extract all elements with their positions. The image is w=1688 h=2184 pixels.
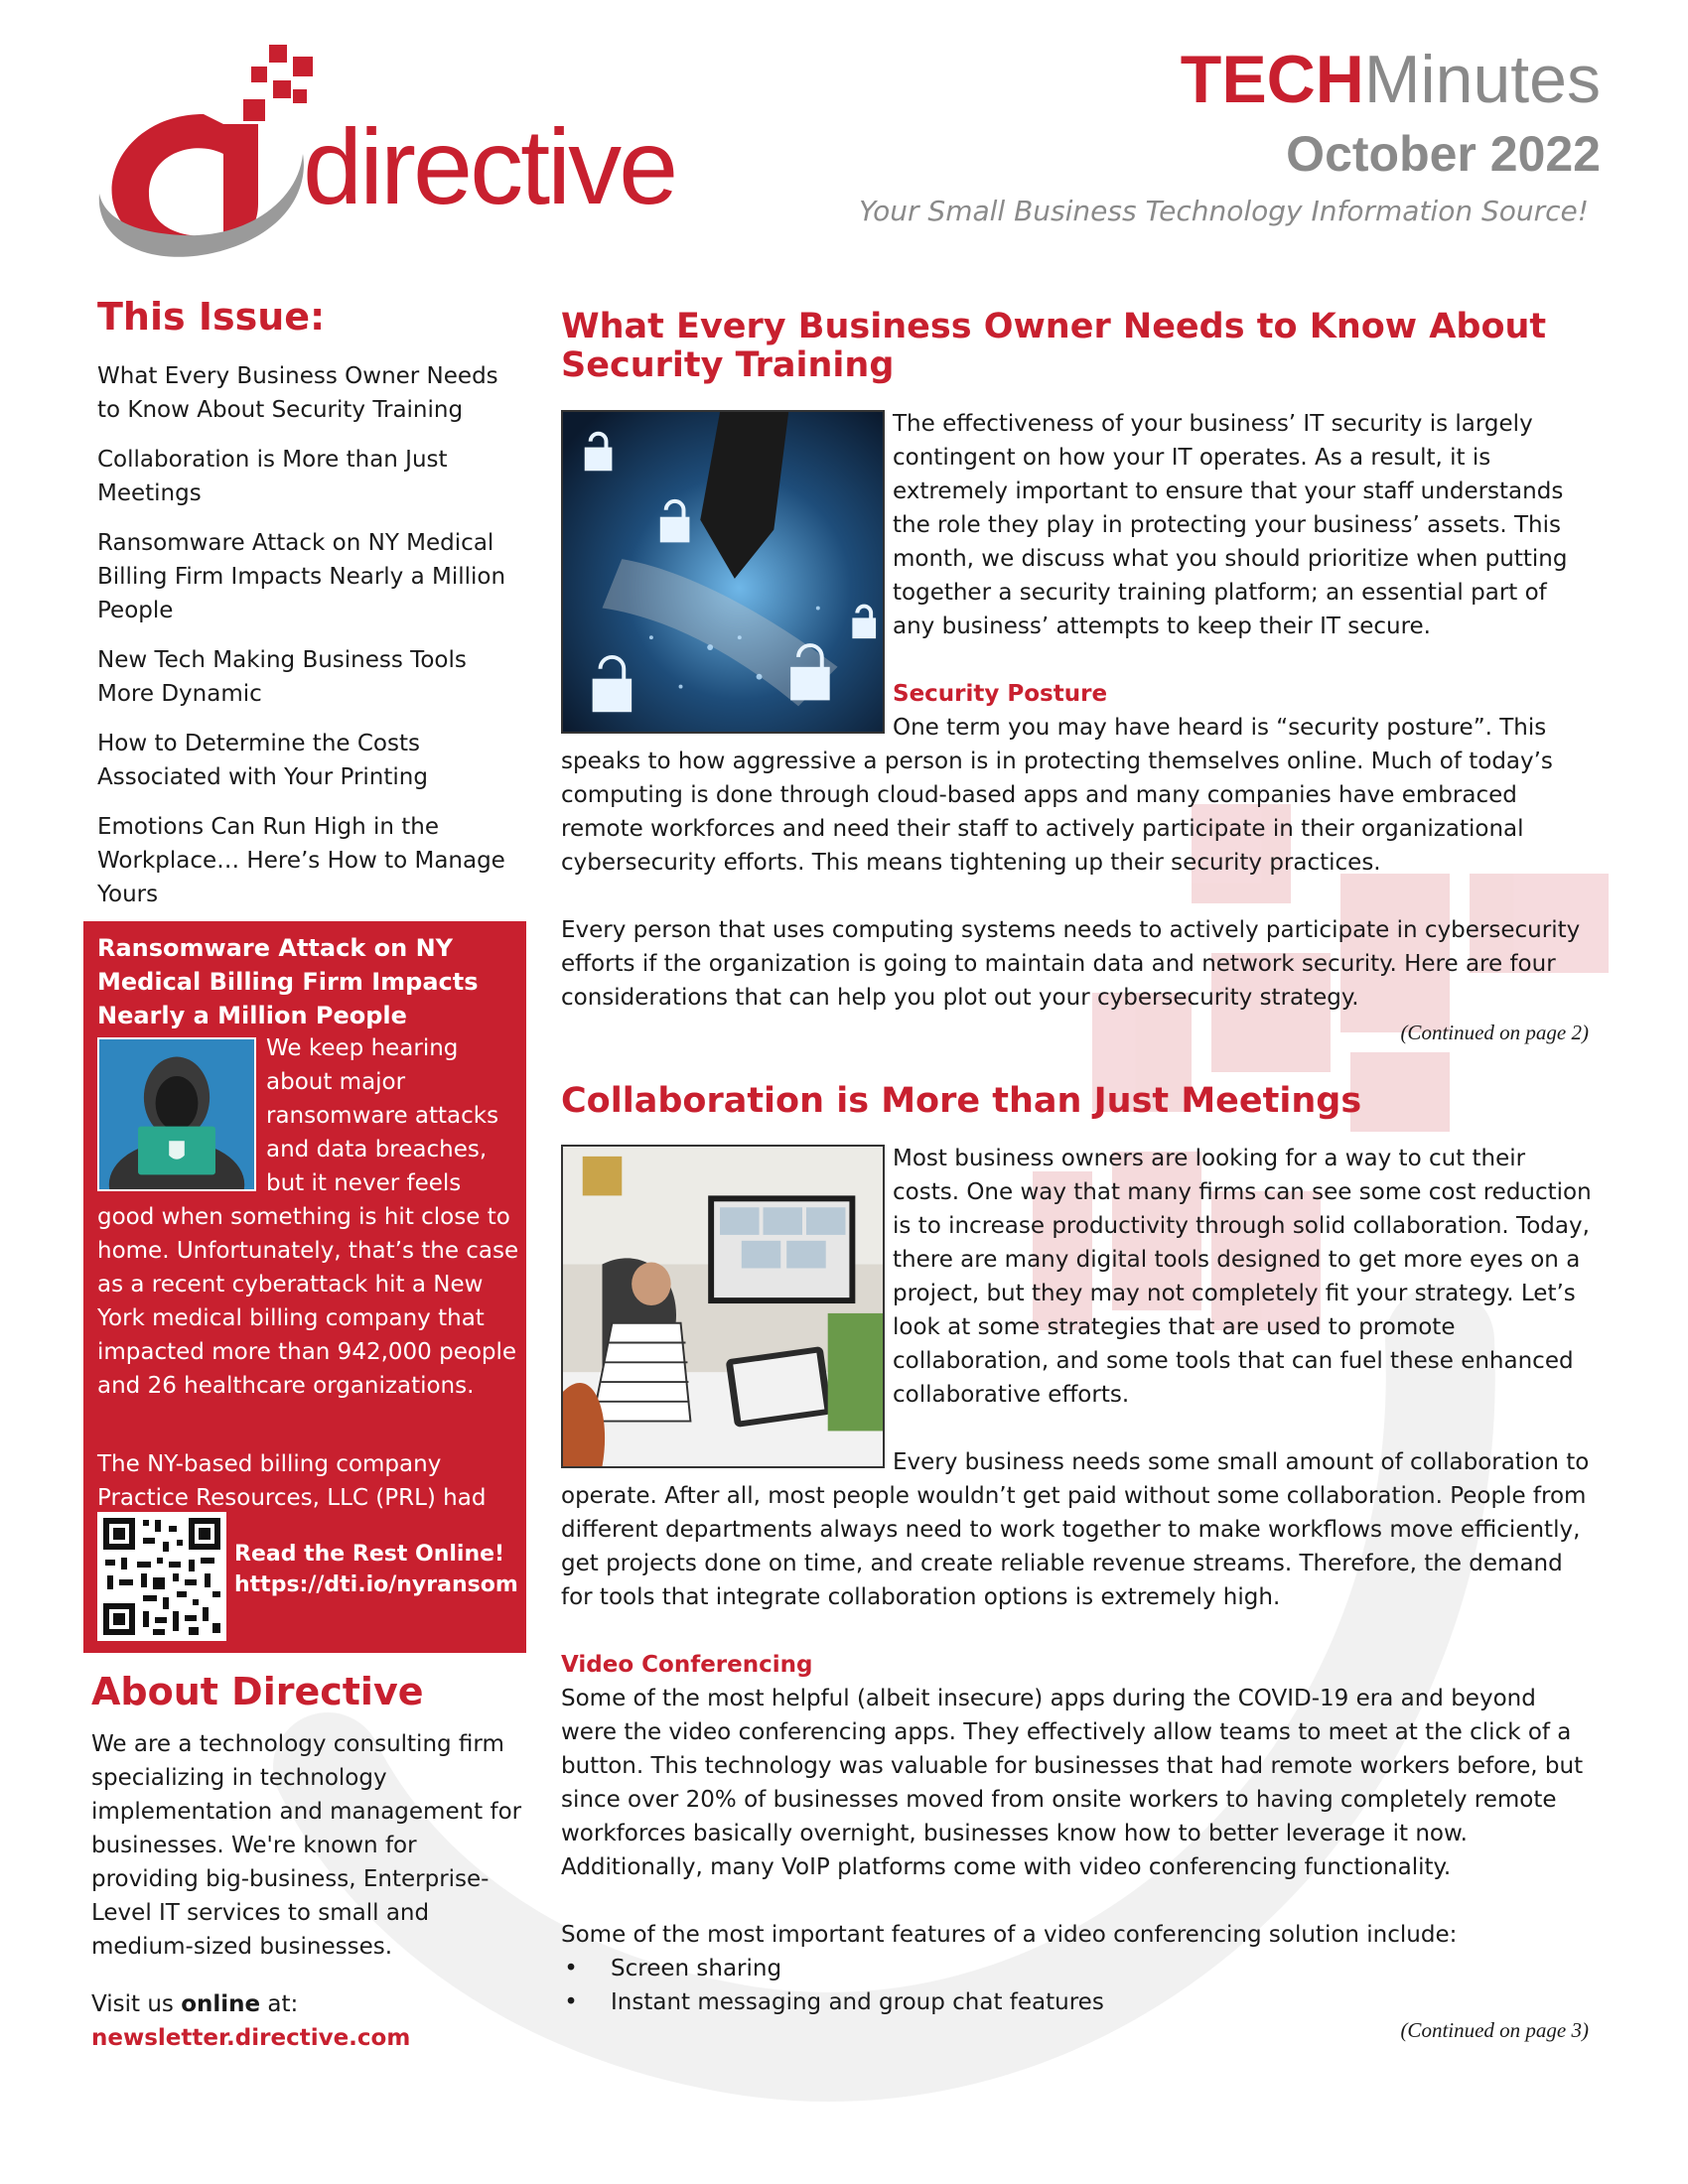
article-1-subhead: Security Posture — [893, 681, 1108, 707]
article-2-paragraph-2: Every business needs some small amount of collaboration to operate. After all, most people wouldn’t get paid without some collaboration. People from different departments always need to work together to make workflows move efficiently, get projects done on time, and create reliable revenue streams. Therefore, the demand for tools that integrate collaboration options is extremely high. — [561, 1449, 1590, 1610]
visit-suffix: at: — [260, 1991, 299, 2017]
video-meeting-photo — [561, 1145, 885, 1468]
this-issue-heading: This Issue: — [97, 295, 326, 339]
qr-code-icon[interactable] — [97, 1512, 226, 1641]
article-2-paragraph-4: Some of the most important features of a video conferencing solution include: — [561, 1922, 1458, 1948]
read-online-label: Read the Rest Online! — [234, 1542, 505, 1567]
visit-prefix: Visit us — [91, 1991, 182, 2017]
visit-text — [91, 1987, 528, 2021]
article-2-paragraph-3: Some of the most helpful (albeit insecure) apps during the COVID-19 era and beyond were the video conferencing apps. They effectively allow teams to meet at the click of a button. This technology was valuable for businesses that had remote workers before, but since over 20% of businesses moved from onsite workers to having completely remote workforces basically overnight, businesses know how to better leverage it now. Additionally, many VoIP platforms come with video conferencing functionality. — [561, 1686, 1584, 1880]
article-1-body — [561, 407, 1594, 1015]
article-2-paragraph-1: Most business owners are looking for a way to cut their costs. One way that many firms can see some cost reduction is to increase productivity through solid collaboration. Today, there are many digital tools designed to get more eyes on a project, but they may not completely fit your strategy. Let’s look at some strategies that are used to promote collaboration, and some tools that can fuel these enhanced collaborative efforts. — [893, 1146, 1592, 1408]
title-minutes: Minutes — [1363, 42, 1601, 117]
about-text: We are a technology consulting firm specializing in technology implementation and management for businesses. We're known for providing big-business, Enterprise-Level IT services to small and medium-sized businesses. — [91, 1731, 522, 1960]
visit-bold: online — [181, 1991, 261, 2017]
logo-mark-icon — [94, 45, 323, 273]
article-2-subhead: Video Conferencing — [561, 1652, 813, 1678]
feature-list — [561, 1952, 1594, 2019]
article-1-paragraph-1: The effectiveness of your business’ IT security is largely contingent on how your IT operates. As a result, it is extremely important to ensure that your staff understands the role they play in protecting your business’ assets. This month, we discuss what you should prioritize when putting together a security training platform; an essential part of any business’ attempts to keep their IT secure. — [893, 411, 1568, 639]
article-1-continued: (Continued on page 2) — [1400, 1021, 1589, 1044]
issue-date: October 2022 — [1286, 126, 1601, 182]
issue-item[interactable]: Ransomware Attack on NY Medical Billing Firm Impacts Nearly a Million People — [97, 530, 506, 623]
issue-item[interactable]: Collaboration is More than Just Meetings — [97, 447, 448, 506]
issue-item[interactable]: What Every Business Owner Needs to Know About Security Training — [97, 363, 498, 423]
sidebar-paragraph-2: The NY-based billing company Practice Resources, LLC (PRL) had — [97, 1451, 487, 1511]
issue-item[interactable]: Emotions Can Run High in the Workplace… Here’s How to Manage Yours — [97, 814, 505, 907]
sidebar-title: Ransomware Attack on NY Medical Billing Firm Impacts Nearly a Million People — [97, 934, 479, 1029]
read-online-url[interactable]: https://dti.io/nyransom — [234, 1572, 518, 1597]
directive-logo — [94, 45, 690, 273]
tagline: Your Small Business Technology Information Source! — [859, 195, 1589, 227]
newsletter-link[interactable]: newsletter.directive.com — [91, 2025, 411, 2051]
logo-wordmark: directive — [303, 106, 676, 226]
read-online-link[interactable] — [234, 1539, 518, 1600]
issue-list — [97, 359, 514, 927]
hacker-image — [97, 1037, 256, 1191]
feature-item: • Screen sharing — [611, 1952, 1594, 1985]
article-2-body — [561, 1142, 1594, 2019]
newsletter-title — [1181, 42, 1601, 117]
title-tech: TECH — [1180, 42, 1364, 117]
ransomware-sidebar — [83, 921, 526, 1653]
article-2-continued: (Continued on page 3) — [1400, 2018, 1589, 2042]
sidebar-body — [97, 1031, 520, 1403]
article-2-title: Collaboration is More than Just Meetings — [561, 1081, 1362, 1121]
sidebar-paragraph-1: We keep hearing about major ransomware attacks and data breaches, but it never feels good when something is hit close to home. Unfortunately, that’s the case as a recent cyberattack hit a New York medical billing company that impacted more than 942,000 people and 26 healthcare organizations. — [97, 1035, 519, 1399]
feature-item: • Instant messaging and group chat features — [611, 1985, 1594, 2019]
article-1-title: What Every Business Owner Needs to Know About Security Training — [561, 307, 1547, 385]
issue-item[interactable]: New Tech Making Business Tools More Dynamic — [97, 647, 467, 707]
security-lock-photo — [561, 410, 885, 734]
issue-item[interactable]: How to Determine the Costs Associated with Your Printing — [97, 731, 428, 790]
article-1-paragraph-2: One term you may have heard is “security posture”. This speaks to how aggressive a person is in protecting themselves online. Much of today’s computing is done through cloud-based apps and many companies have embraced remote workforces and need their staff to actively participate in their organizational cybersecurity efforts. This means tightening up their security practices. — [561, 715, 1553, 876]
about-heading: About Directive — [91, 1670, 424, 1713]
article-1-paragraph-3: Every person that uses computing systems needs to actively participate in cybersecurity efforts if the organization is going to maintain data and network security. Here are four considerations that can help you plot out your cybersecurity strategy. — [561, 917, 1581, 1011]
